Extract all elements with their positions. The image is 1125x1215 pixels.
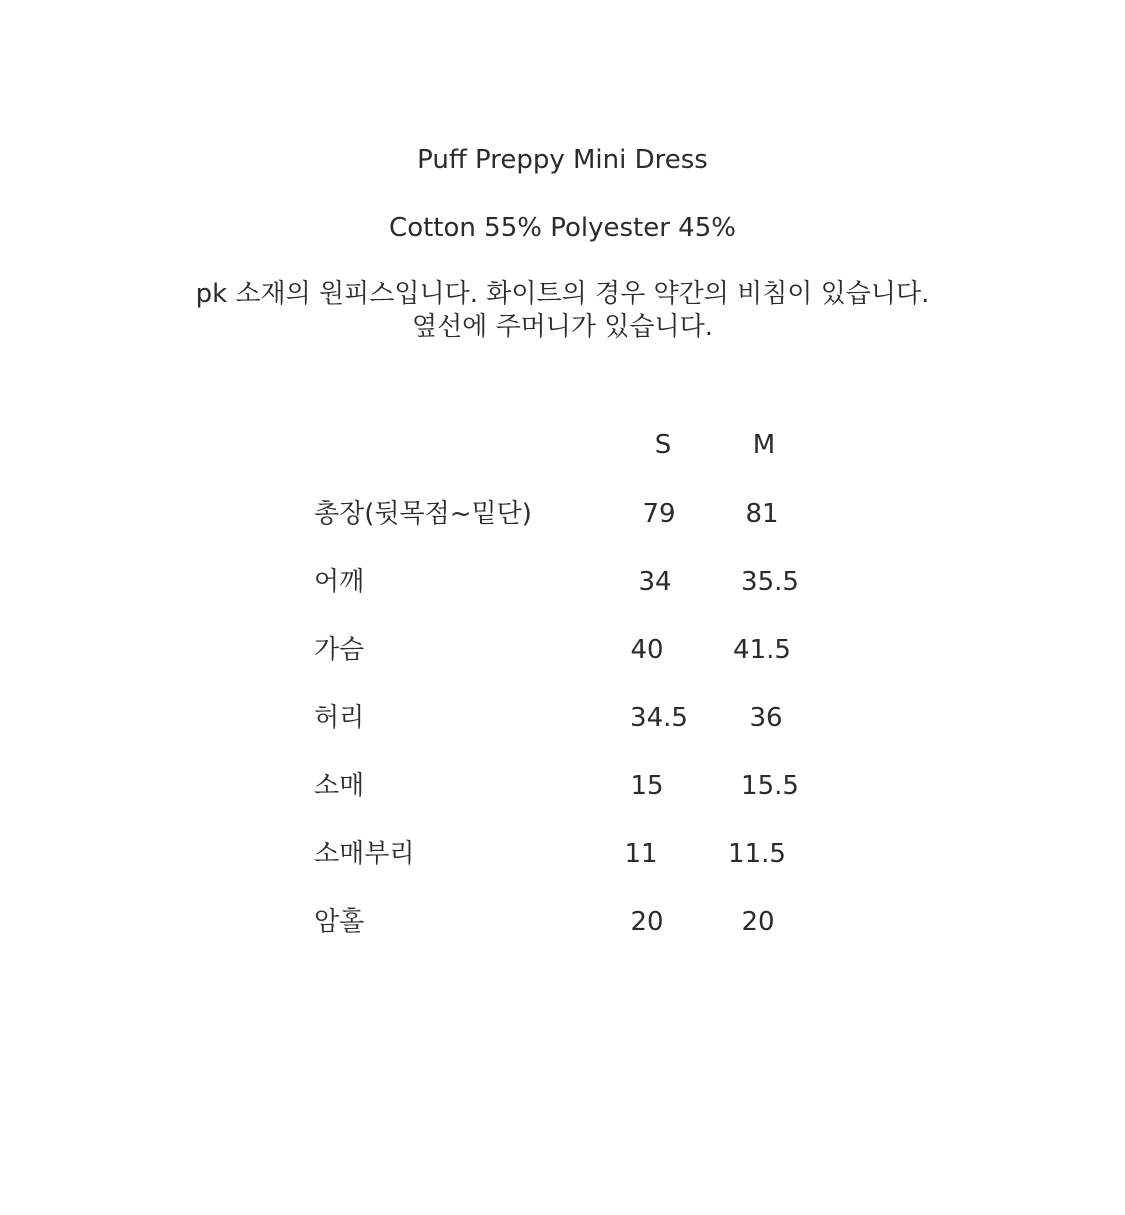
- row-label: 소매부리: [314, 839, 415, 869]
- size-m-value: 15.5: [741, 771, 799, 801]
- size-m-value: 11.5: [728, 839, 786, 869]
- size-m-value: 35.5: [741, 567, 799, 597]
- size-row-armhole: [0, 905, 1125, 939]
- product-title: Puff Preppy Mini Dress: [417, 145, 708, 175]
- row-label: 가슴: [314, 635, 365, 665]
- size-s-value: 40: [630, 635, 664, 665]
- size-row-chest: [0, 633, 1125, 667]
- row-label: 암홀: [314, 907, 365, 937]
- row-label: 소매: [314, 771, 365, 801]
- size-row-sleeve-opening: [0, 837, 1125, 871]
- size-row-waist: [0, 701, 1125, 735]
- row-label: 어깨: [314, 567, 365, 597]
- size-m-value: 41.5: [733, 635, 791, 665]
- size-s-value: 34: [638, 567, 672, 597]
- product-description: [0, 278, 1125, 344]
- size-s-value: 79: [642, 499, 676, 529]
- size-m-value: 20: [741, 907, 775, 937]
- size-m-value: 81: [745, 499, 779, 529]
- size-row-total-length: [0, 497, 1125, 531]
- size-s-value: 20: [630, 907, 664, 937]
- size-s-value: 11: [624, 839, 658, 869]
- size-header-s: S: [654, 430, 672, 460]
- size-m-value: 36: [749, 703, 783, 733]
- size-s-value: 34.5: [630, 703, 688, 733]
- size-row-shoulder: [0, 565, 1125, 599]
- row-label: 허리: [314, 703, 365, 733]
- size-header-m: M: [752, 430, 776, 460]
- size-s-value: 15: [630, 771, 664, 801]
- material-composition: Cotton 55% Polyester 45%: [389, 213, 736, 243]
- size-row-sleeve: [0, 769, 1125, 803]
- description-line-2: 옆선에 주머니가 있습니다.: [411, 312, 714, 342]
- description-line-1: pk 소재의 원피스입니다. 화이트의 경우 약간의 비침이 있습니다.: [195, 279, 930, 309]
- row-label: 총장(뒷목점~밑단): [314, 499, 532, 529]
